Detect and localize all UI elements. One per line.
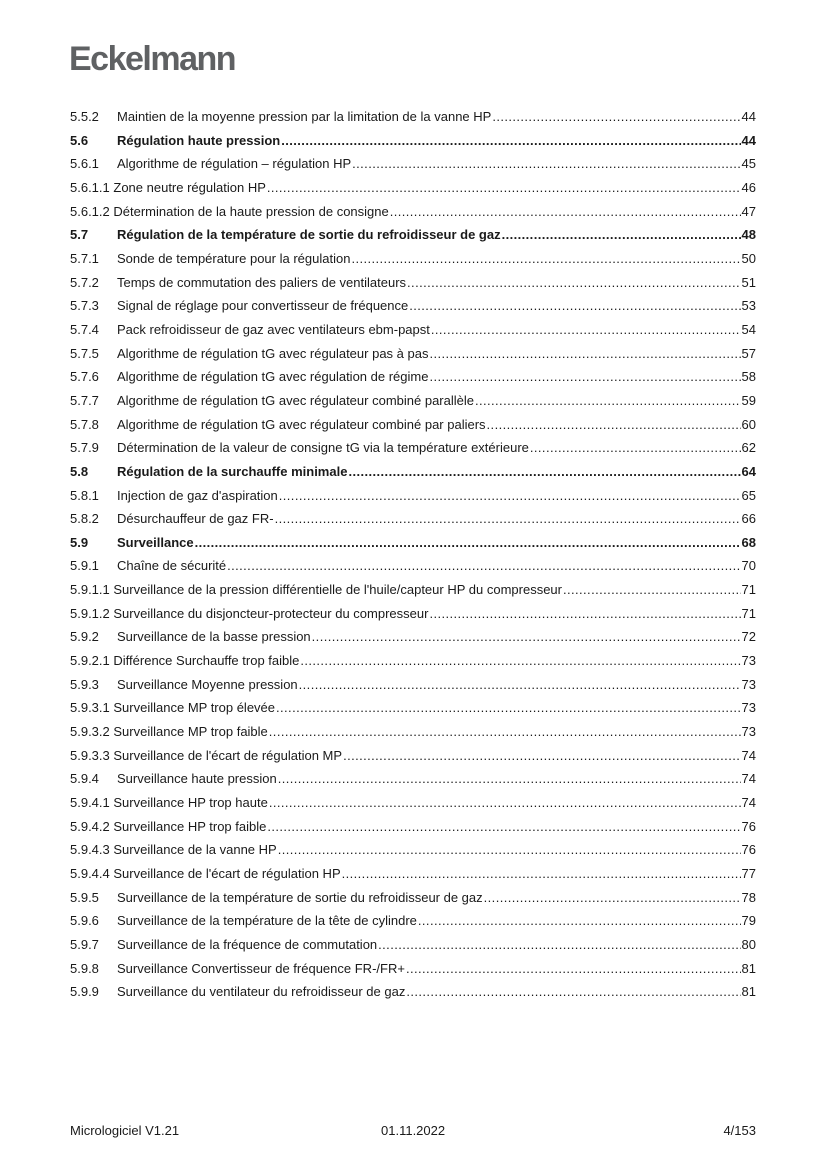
toc-entry[interactable] <box>70 227 756 251</box>
dot-leader <box>351 251 740 266</box>
toc-entry-title: Sonde de température pour la régulation <box>117 250 351 266</box>
toc-entry-number: 5.9.1.1 <box>70 582 110 598</box>
toc-entry[interactable] <box>70 961 756 985</box>
toc-entry[interactable] <box>70 180 756 204</box>
toc-entry-number: 5.9.9 <box>70 984 99 1000</box>
toc-entry-number: 5.7 <box>70 227 89 243</box>
toc-entry-number: 5.7.7 <box>70 392 99 408</box>
toc-entry-title: Surveillance de la température de sortie du refroidisseur de gaz <box>117 889 483 905</box>
toc-entry-number: 5.6 <box>70 132 89 148</box>
toc-entry[interactable] <box>70 748 756 772</box>
toc-entry-page: 65 <box>741 487 756 503</box>
toc-entry-page: 70 <box>741 558 756 574</box>
toc-entry-number: 5.9.4.2 <box>70 818 110 834</box>
dot-leader <box>429 606 740 621</box>
toc-entry-title: Algorithme de régulation tG avec régulateur combiné parallèle <box>117 392 474 408</box>
dot-leader <box>502 227 741 242</box>
toc-entry[interactable] <box>70 133 756 157</box>
dot-leader <box>429 346 740 361</box>
toc-entry-page: 47 <box>741 203 756 219</box>
toc-entry-page: 79 <box>741 913 756 929</box>
toc-entry-page: 58 <box>741 369 756 385</box>
toc-entry-page: 74 <box>741 747 756 763</box>
toc-entry-number: 5.5.2 <box>70 109 99 124</box>
toc-entry-number: 5.9.2.1 <box>70 653 110 669</box>
toc-entry-page: 74 <box>741 795 756 811</box>
toc-entry-title: Chaîne de sécurité <box>117 558 227 574</box>
toc-entry[interactable] <box>70 606 756 630</box>
toc-entry-title: Surveillance de la pression différentielle de l'huile/capteur HP du compresseur <box>113 582 562 598</box>
toc-entry-number: 5.7.2 <box>70 274 99 290</box>
toc-entry-page: 54 <box>741 321 756 337</box>
toc-entry[interactable] <box>70 795 756 819</box>
dot-leader <box>390 204 741 219</box>
dot-leader <box>429 369 740 384</box>
table-of-contents <box>70 109 756 1008</box>
toc-entry[interactable] <box>70 653 756 677</box>
toc-entry-number: 5.6.1.2 <box>70 203 110 219</box>
toc-entry-title: Détermination de la haute pression de consigne <box>113 203 389 219</box>
toc-entry-title: Détermination de la valeur de consigne tG via la température extérieure <box>117 440 529 456</box>
dot-leader <box>407 275 740 290</box>
toc-entry-page: 57 <box>741 345 756 361</box>
toc-entry-page: 81 <box>741 984 756 1000</box>
toc-entry[interactable] <box>70 558 756 582</box>
toc-entry-number: 5.9.1 <box>70 558 99 574</box>
toc-entry-title: Surveillance MP trop faible <box>113 724 268 740</box>
toc-entry[interactable] <box>70 700 756 724</box>
toc-entry-title: Surveillance de la vanne HP <box>113 842 277 858</box>
toc-entry-title: Régulation de la surchauffe minimale <box>117 463 348 479</box>
toc-entry-number: 5.9.3.3 <box>70 747 110 763</box>
toc-entry-number: 5.8.2 <box>70 511 99 527</box>
dot-leader <box>348 464 740 479</box>
toc-entry-page: 48 <box>741 227 756 243</box>
toc-entry[interactable] <box>70 488 756 512</box>
toc-entry-page: 81 <box>741 960 756 976</box>
dot-leader <box>281 133 740 148</box>
toc-entry-page: 62 <box>741 440 756 456</box>
toc-entry-number: 5.9.5 <box>70 889 99 905</box>
toc-entry-title: Injection de gaz d'aspiration <box>117 487 278 503</box>
toc-entry-title: Surveillance <box>117 534 194 550</box>
dot-leader <box>492 109 740 124</box>
footer-date: 01.11.2022 <box>381 1123 446 1138</box>
toc-entry-page: 76 <box>741 842 756 858</box>
toc-entry-title: Algorithme de régulation tG avec régulation de régime <box>117 369 429 385</box>
toc-entry-title: Maintien de la moyenne pression par la limitation de la vanne HP <box>117 109 492 124</box>
toc-entry[interactable] <box>70 629 756 653</box>
toc-entry[interactable] <box>70 511 756 535</box>
toc-entry-title: Signal de réglage pour convertisseur de fréquence <box>117 298 409 314</box>
toc-entry-page: 68 <box>741 534 756 550</box>
footer-page-number: 4/153 <box>723 1123 756 1138</box>
dot-leader <box>406 984 740 999</box>
dot-leader <box>563 582 741 597</box>
toc-entry[interactable] <box>70 204 756 228</box>
toc-entry-number: 5.8.1 <box>70 487 99 503</box>
toc-entry-number: 5.8 <box>70 463 89 479</box>
dot-leader <box>378 937 740 952</box>
dot-leader <box>475 393 741 408</box>
toc-entry-number: 5.9.1.2 <box>70 605 110 621</box>
toc-entry[interactable] <box>70 913 756 937</box>
toc-entry[interactable] <box>70 417 756 441</box>
toc-entry[interactable] <box>70 535 756 559</box>
dot-leader <box>418 913 741 928</box>
dot-leader <box>267 180 741 195</box>
toc-entry[interactable] <box>70 156 756 180</box>
toc-entry[interactable] <box>70 819 756 843</box>
toc-entry-title: Surveillance du ventilateur du refroidisseur de gaz <box>117 984 406 1000</box>
toc-entry[interactable] <box>70 275 756 299</box>
toc-entry-number: 5.9.4.4 <box>70 866 110 881</box>
toc-entry[interactable] <box>70 464 756 488</box>
toc-entry-title: Surveillance Moyenne pression <box>117 676 298 692</box>
dot-leader <box>276 700 741 715</box>
toc-entry-number: 5.9.3.1 <box>70 700 110 716</box>
dot-leader <box>406 961 741 976</box>
dot-leader <box>343 748 740 763</box>
dot-leader <box>269 724 741 739</box>
toc-entry-page: 73 <box>741 724 756 740</box>
eckelmann-logo: Eckelmann <box>69 40 236 78</box>
toc-entry-number: 5.9.7 <box>70 936 99 952</box>
toc-entry[interactable] <box>70 440 756 464</box>
toc-entry-title: Régulation haute pression <box>117 132 281 148</box>
toc-entry-number: 5.6.1.1 <box>70 179 110 195</box>
toc-entry[interactable] <box>70 251 756 275</box>
toc-entry-number: 5.9.8 <box>70 960 99 976</box>
toc-entry-title: Surveillance MP trop élevée <box>113 700 276 716</box>
toc-entry-number: 5.9 <box>70 534 89 550</box>
dot-leader <box>279 488 741 503</box>
toc-entry-page: 51 <box>741 274 756 290</box>
toc-entry[interactable] <box>70 724 756 748</box>
toc-entry[interactable] <box>70 937 756 961</box>
toc-entry-title: Temps de commutation des paliers de ventilateurs <box>117 274 407 290</box>
toc-entry-title: Différence Surchauffe trop faible <box>113 653 300 669</box>
toc-entry-title: Surveillance du disjoncteur-protecteur du compresseur <box>113 605 429 621</box>
toc-entry-number: 5.7.3 <box>70 298 99 314</box>
toc-entry-page: 64 <box>741 463 756 479</box>
toc-entry-title: Surveillance de la température de la tête de cylindre <box>117 913 417 929</box>
toc-entry-page: 73 <box>741 676 756 692</box>
toc-entry[interactable] <box>70 771 756 795</box>
toc-entry[interactable] <box>70 346 756 370</box>
toc-entry-page: 77 <box>741 866 756 881</box>
toc-entry-page: 53 <box>741 298 756 314</box>
toc-entry-page: 71 <box>741 605 756 621</box>
dot-leader <box>312 629 741 644</box>
toc-entry-title: Algorithme de régulation tG avec régulateur combiné par paliers <box>117 416 486 432</box>
dot-leader <box>530 440 741 455</box>
toc-entry-page: 71 <box>741 582 756 598</box>
toc-entry-number: 5.9.4.1 <box>70 795 110 811</box>
dot-leader <box>342 866 741 881</box>
dot-leader <box>227 558 740 573</box>
dot-leader <box>300 653 740 668</box>
toc-entry-page: 60 <box>741 416 756 432</box>
toc-entry-title: Surveillance de la basse pression <box>117 629 311 645</box>
toc-entry-page: 46 <box>741 179 756 195</box>
toc-entry-page: 50 <box>741 250 756 266</box>
toc-entry-number: 5.7.9 <box>70 440 99 456</box>
toc-entry[interactable] <box>70 890 756 914</box>
toc-entry-page: 44 <box>741 109 756 124</box>
toc-entry-number: 5.9.4 <box>70 771 99 787</box>
toc-entry-title: Surveillance HP trop haute <box>113 795 268 811</box>
dot-leader <box>431 322 741 337</box>
toc-entry-number: 5.9.4.3 <box>70 842 110 858</box>
toc-entry-page: 73 <box>741 653 756 669</box>
toc-entry-number: 5.9.6 <box>70 913 99 929</box>
toc-entry-title: Surveillance de la fréquence de commutation <box>117 936 378 952</box>
toc-entry-title: Régulation de la température de sortie du refroidisseur de gaz <box>117 227 501 243</box>
dot-leader <box>409 298 740 313</box>
toc-entry-number: 5.7.1 <box>70 250 99 266</box>
toc-entry-number: 5.9.3.2 <box>70 724 110 740</box>
dot-leader <box>269 795 741 810</box>
toc-entry-page: 78 <box>741 889 756 905</box>
toc-entry-title: Surveillance HP trop faible <box>113 818 267 834</box>
toc-entry[interactable] <box>70 298 756 322</box>
toc-entry-number: 5.6.1 <box>70 156 99 172</box>
toc-entry-title: Algorithme de régulation tG avec régulateur pas à pas <box>117 345 429 361</box>
dot-leader <box>352 156 740 171</box>
toc-entry-title: Zone neutre régulation HP <box>113 179 266 195</box>
toc-entry-page: 80 <box>741 936 756 952</box>
toc-entry-title: Surveillance Convertisseur de fréquence FR-/FR+ <box>117 960 405 976</box>
dot-leader <box>195 535 741 550</box>
toc-entry-page: 44 <box>741 132 756 148</box>
toc-entry-number: 5.7.6 <box>70 369 99 385</box>
toc-entry-number: 5.7.8 <box>70 416 99 432</box>
toc-entry[interactable] <box>70 842 756 866</box>
toc-entry-page: 74 <box>741 771 756 787</box>
toc-entry[interactable] <box>70 677 756 701</box>
toc-entry[interactable] <box>70 322 756 346</box>
dot-leader <box>299 677 741 692</box>
toc-entry-title: Pack refroidisseur de gaz avec ventilateurs ebm-papst <box>117 321 430 337</box>
dot-leader <box>267 819 740 834</box>
toc-entry-page: 45 <box>741 156 756 172</box>
toc-entry[interactable] <box>70 393 756 417</box>
toc-entry[interactable] <box>70 866 756 890</box>
toc-entry-title: Surveillance de l'écart de régulation MP <box>113 747 343 763</box>
toc-entry[interactable] <box>70 984 756 1008</box>
toc-entry-title: Désurchauffeur de gaz FR- <box>117 511 274 527</box>
toc-entry-page: 59 <box>741 392 756 408</box>
toc-entry-number: 5.9.3 <box>70 676 99 692</box>
dot-leader <box>278 771 741 786</box>
dot-leader <box>484 890 741 905</box>
dot-leader <box>487 417 741 432</box>
toc-entry-page: 66 <box>741 511 756 527</box>
toc-entry-number: 5.9.2 <box>70 629 99 645</box>
toc-entry[interactable] <box>70 582 756 606</box>
dot-leader <box>275 511 741 526</box>
dot-leader <box>278 842 741 857</box>
toc-entry[interactable] <box>70 369 756 393</box>
toc-entry-title: Surveillance de l'écart de régulation HP <box>113 866 341 881</box>
toc-entry-page: 73 <box>741 700 756 716</box>
toc-entry[interactable] <box>70 109 756 133</box>
toc-entry-number: 5.7.4 <box>70 321 99 337</box>
toc-entry-page: 76 <box>741 818 756 834</box>
toc-entry-title: Algorithme de régulation – régulation HP <box>117 156 352 172</box>
toc-entry-page: 72 <box>741 629 756 645</box>
toc-entry-number: 5.7.5 <box>70 345 99 361</box>
toc-entry-title: Surveillance haute pression <box>117 771 277 787</box>
footer-version: Micrologiciel V1.21 <box>70 1123 180 1138</box>
